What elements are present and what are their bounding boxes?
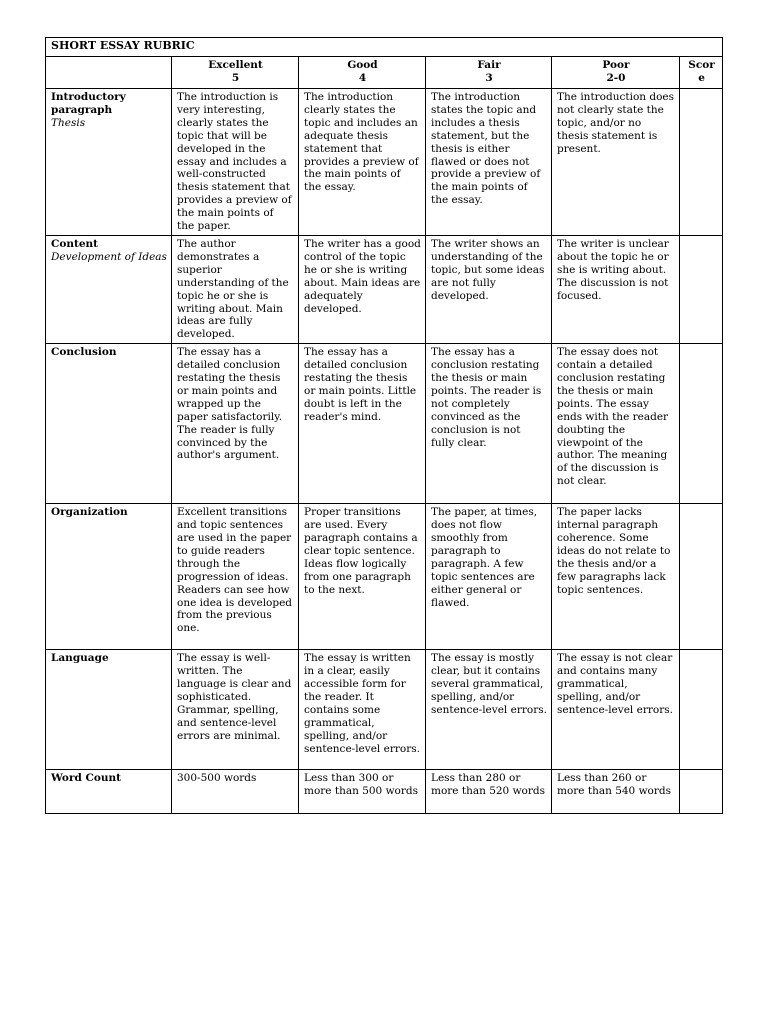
descriptor-poor: The introduction does not clearly state the topic, and/or no thesis statement is present. (552, 89, 680, 236)
criterion-cell (46, 89, 172, 236)
criterion-cell (46, 770, 172, 814)
descriptor-good: The essay is written in a clear, easily accessible form for the reader. It contains some grammatical, spelling, and/or sentence-level errors. (299, 650, 426, 770)
rubric-row-content (46, 235, 723, 343)
header-fair-label: Fair (477, 59, 501, 71)
descriptor-excellent: The introduction is very interesting, clearly states the topic that will be developed in the essay and includes a well-constructed thesis statement that provides a preview of the main points of the paper. (172, 89, 299, 236)
descriptor-good: The essay has a detailed conclusion restating the thesis or main points. Little doubt is left in the reader's mind. (299, 344, 426, 504)
criterion-name: Introductory paragraph (51, 91, 126, 116)
descriptor-fair: The paper, at times, does not flow smoothly from paragraph to paragraph. A few topic sentences are either general or flawed. (426, 504, 552, 650)
descriptor-excellent: The essay is well-written. The language is clear and sophisticated. Grammar, spelling, and sentence-level errors are minimal. (172, 650, 299, 770)
descriptor-fair: The essay is mostly clear, but it contains several grammatical, spelling, and/or sentence-level errors. (426, 650, 552, 770)
header-good-points: 4 (358, 71, 367, 84)
header-excellent-label: Excellent (208, 59, 263, 71)
descriptor-excellent: The author demonstrates a superior understanding of the topic he or she is writing about. Main ideas are fully developed. (172, 235, 299, 343)
descriptor-good: The introduction clearly states the topic and includes an adequate thesis statement that provides a preview of the main points of the essay. (299, 89, 426, 236)
criterion-cell (46, 344, 172, 504)
descriptor-good: Proper transitions are used. Every paragraph contains a clear topic sentence. Ideas flow logically from one paragraph to the next. (299, 504, 426, 650)
criterion-cell (46, 235, 172, 343)
score-cell[interactable] (680, 770, 723, 814)
header-fair (426, 57, 552, 89)
descriptor-fair: The writer shows an understanding of the topic, but some ideas are not fully developed. (426, 235, 552, 343)
rubric-title: SHORT ESSAY RUBRIC (46, 38, 723, 57)
header-score-line2: e (698, 71, 705, 84)
rubric-row-introductory (46, 89, 723, 236)
header-poor-label: Poor (602, 59, 630, 71)
header-score (680, 57, 723, 89)
criterion-subtitle: Thesis (51, 116, 86, 129)
header-excellent-points: 5 (231, 71, 240, 84)
criterion-name: Conclusion (51, 346, 117, 359)
descriptor-excellent: 300-500 words (172, 770, 299, 814)
rubric-table (45, 37, 723, 814)
score-cell[interactable] (680, 504, 723, 650)
criterion-subtitle: Development of Ideas (51, 250, 167, 263)
descriptor-poor: Less than 260 or more than 540 words (552, 770, 680, 814)
score-cell[interactable] (680, 344, 723, 504)
score-cell[interactable] (680, 235, 723, 343)
header-row (46, 57, 723, 89)
descriptor-poor: The paper lacks internal paragraph coherence. Some ideas do not relate to the thesis and/or a few paragraphs lack topic sentences. (552, 504, 680, 650)
descriptor-fair: The introduction states the topic and includes a thesis statement, but the thesis is either flawed or does not provide a preview of the main points of the essay. (426, 89, 552, 236)
header-good-label: Good (347, 59, 378, 71)
descriptor-fair: Less than 280 or more than 520 words (426, 770, 552, 814)
criterion-cell (46, 504, 172, 650)
title-row (46, 38, 723, 57)
rubric-row-word-count (46, 770, 723, 814)
descriptor-excellent: The essay has a detailed conclusion restating the thesis or main points and wrapped up the paper satisfactorily. The reader is fully convinced by the author's argument. (172, 344, 299, 504)
rubric-row-conclusion (46, 344, 723, 504)
descriptor-poor: The essay does not contain a detailed conclusion restating the thesis or main points. The essay ends with the reader doubting the viewpoint of the author. The meaning of the discussion is not clear. (552, 344, 680, 504)
rubric-row-organization (46, 504, 723, 650)
header-good (299, 57, 426, 89)
criterion-header-cell (46, 57, 172, 89)
descriptor-excellent: Excellent transitions and topic sentences are used in the paper to guide readers through the progression of ideas. Readers can see how one idea is developed from the previous one. (172, 504, 299, 650)
descriptor-poor: The writer is unclear about the topic he or she is writing about. The discussion is not focused. (552, 235, 680, 343)
descriptor-good: The writer has a good control of the topic he or she is writing about. Main ideas are adequately developed. (299, 235, 426, 343)
header-fair-points: 3 (485, 71, 493, 84)
criterion-name: Content (51, 237, 99, 250)
criterion-name: Organization (51, 506, 128, 519)
score-cell[interactable] (680, 650, 723, 770)
descriptor-poor: The essay is not clear and contains many grammatical, spelling, and/or sentence-level errors. (552, 650, 680, 770)
rubric-row-language (46, 650, 723, 770)
descriptor-good: Less than 300 or more than 500 words (299, 770, 426, 814)
header-score-line1: Scor (688, 59, 715, 71)
header-excellent (172, 57, 299, 89)
header-poor-points: 2-0 (606, 71, 626, 84)
descriptor-fair: The essay has a conclusion restating the thesis or main points. The reader is not completely convinced as the conclusion is not fully clear. (426, 344, 552, 504)
score-cell[interactable] (680, 89, 723, 236)
criterion-cell (46, 650, 172, 770)
criterion-name: Word Count (51, 772, 121, 785)
criterion-name: Language (51, 652, 109, 665)
header-poor (552, 57, 680, 89)
